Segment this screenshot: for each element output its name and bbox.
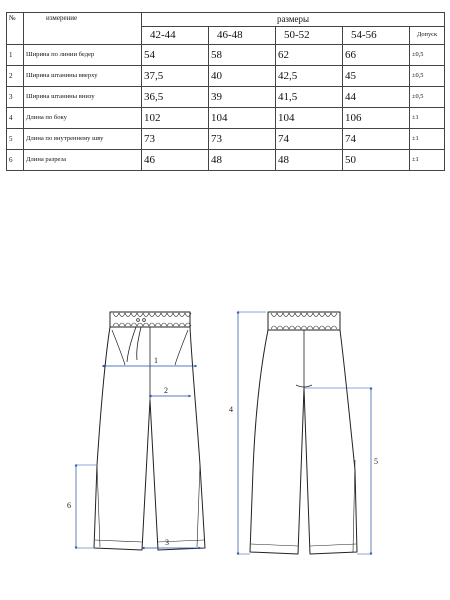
row-value: 50 (343, 150, 410, 171)
row-value: 74 (343, 129, 410, 150)
size-col-4: 54-56 (343, 27, 410, 45)
back-waistband (268, 312, 340, 330)
pants-technical-drawing (0, 290, 450, 590)
row-value: 62 (276, 45, 343, 66)
table-row (7, 150, 445, 171)
row-measurement: Длина по внутреннему шву (24, 129, 142, 150)
row-value: 73 (142, 129, 209, 150)
row-measurement: Ширина штанины внизу (24, 87, 142, 108)
row-value: 104 (276, 108, 343, 129)
row-number: 2 (7, 66, 24, 87)
measure-label-5: 5 (374, 457, 378, 466)
row-value: 37,5 (142, 66, 209, 87)
row-number: 5 (7, 129, 24, 150)
table-row (7, 66, 445, 87)
row-value: 46 (142, 150, 209, 171)
row-number: 1 (7, 45, 24, 66)
pants-front-view (94, 312, 205, 550)
row-measurement: Ширина штанины вверху (24, 66, 142, 87)
back-silhouette (250, 330, 357, 554)
front-slit-right (197, 465, 200, 547)
size-col-3: 50-52 (276, 27, 343, 45)
back-slit-right (353, 460, 355, 552)
row-number: 6 (7, 150, 24, 171)
row-value: 73 (209, 129, 276, 150)
row-tolerance: ±0,5 (410, 87, 445, 108)
row-value: 41,5 (276, 87, 343, 108)
pants-back-view (250, 312, 357, 554)
row-number: 3 (7, 87, 24, 108)
row-measurement: Ширина по линии бедер (24, 45, 142, 66)
header-measurement: измерение (24, 13, 142, 45)
measure-label-6: 6 (67, 501, 71, 510)
row-number: 4 (7, 108, 24, 129)
row-value: 66 (343, 45, 410, 66)
header-sizes: размеры (142, 13, 445, 27)
row-tolerance: ±0,5 (410, 66, 445, 87)
front-pocket-right (175, 330, 188, 365)
header-tolerance: Допуск (410, 27, 445, 45)
row-value: 74 (276, 129, 343, 150)
front-slit-left (97, 465, 100, 547)
size-col-1: 42-44 (142, 27, 209, 45)
measure-label-3: 3 (165, 538, 169, 547)
row-value: 48 (209, 150, 276, 171)
size-col-2: 46-48 (209, 27, 276, 45)
row-value: 102 (142, 108, 209, 129)
row-value: 36,5 (142, 87, 209, 108)
table-row (7, 87, 445, 108)
measure-label-4: 4 (229, 405, 233, 414)
measure-label-2: 2 (164, 386, 168, 395)
table-row (7, 129, 445, 150)
row-value: 104 (209, 108, 276, 129)
row-tolerance: ±1 (410, 108, 445, 129)
row-tolerance: ±1 (410, 150, 445, 171)
row-measurement: Длина по боку (24, 108, 142, 129)
header-number: № (7, 13, 24, 45)
front-silhouette (94, 327, 205, 550)
front-drawstring (127, 327, 136, 362)
row-value: 48 (276, 150, 343, 171)
row-value: 40 (209, 66, 276, 87)
size-table (6, 12, 445, 171)
table-row (7, 45, 445, 66)
row-tolerance: ±0,5 (410, 45, 445, 66)
front-pocket-left (112, 330, 125, 365)
table-header-row (7, 13, 445, 27)
row-value: 39 (209, 87, 276, 108)
row-value: 44 (343, 87, 410, 108)
row-value: 45 (343, 66, 410, 87)
row-value: 58 (209, 45, 276, 66)
measure-label-1: 1 (154, 356, 158, 365)
row-value: 54 (142, 45, 209, 66)
table-row (7, 108, 445, 129)
row-value: 106 (343, 108, 410, 129)
row-value: 42,5 (276, 66, 343, 87)
row-measurement: Длина разреза (24, 150, 142, 171)
row-tolerance: ±1 (410, 129, 445, 150)
